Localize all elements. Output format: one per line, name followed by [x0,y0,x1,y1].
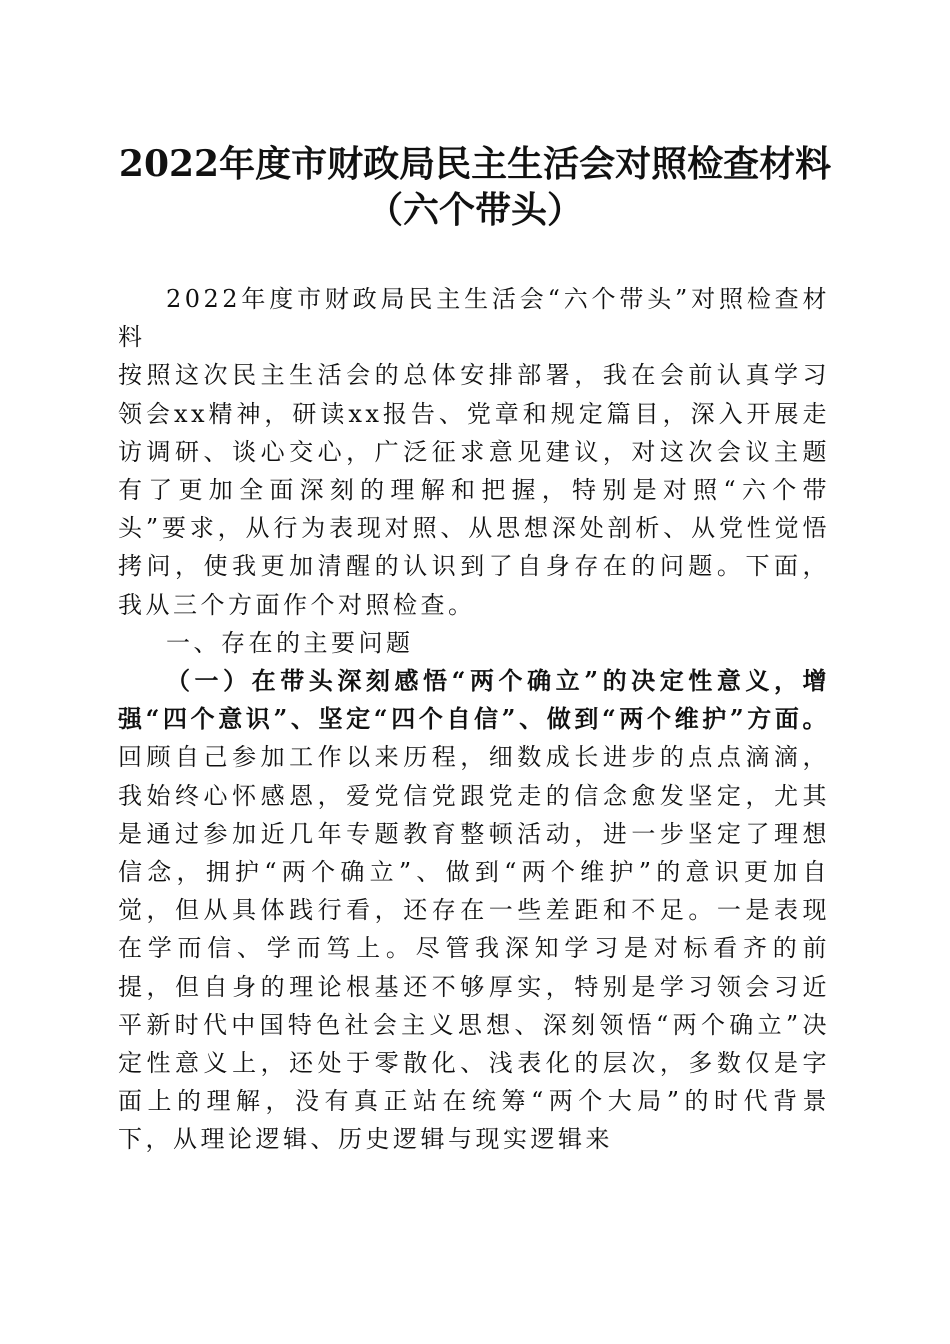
subsection-paragraph [118,662,830,1159]
intro-line: 2022年度市财政局民主生活会“六个带头”对照检查材料 [118,285,830,352]
section-heading: 一、存在的主要问题 [166,628,414,657]
subsection-body: 回顾自己参加工作以来历程，细数成长进步的点点滴滴，我始终心怀感恩，爱党信党跟党走的信念愈发坚定，尤其是通过参加近几年专题教育整顿活动，进一步坚定了理想信念，拥护“两个确立”、做到“两个维护”的意识更加自觉，但从具体践行看，还存在一些差距和不足。一是表现在学而信、学而笃上。尽管我深知学习是对标看齐的前提，但自身的理论根基还不够厚实，特别是学习领会习近平新时代中国特色社会主义思想、深刻领悟“两个确立”决定性意义上，还处于零散化、浅表化的层次，多数仅是字面上的理解，没有真正站在统筹“两个大局”的时代背景下，从理论逻辑、历史逻辑与现实逻辑来 [118,743,830,1154]
subsection-lead: （一）在带头深刻感悟“两个确立”的决定性意义，增强“四个意识”、坚定“四个自信”、做到“两个维护”方面。 [118,666,830,734]
intro-paragraph: 按照这次民主生活会的总体安排部署，我在会前认真学习领会xx精神，研读xx报告、党章和规定篇目，深入开展走访调研、谈心交心，广泛征求意见建议，对这次会议主题有了更加全面深刻的理解和把握，特别是对照“六个带头”要求，从行为表现对照、从思想深处剖析、从党性觉悟拷问，使我更加清醒的认识到了自身存在的问题。下面，我从三个方面作个对照检查。 [118,361,830,619]
document-body [118,280,830,1159]
document-title-line2: （六个带头） [366,189,583,231]
document-title-line1: 2022年度市财政局民主生活会对照检查材料 [118,143,832,185]
